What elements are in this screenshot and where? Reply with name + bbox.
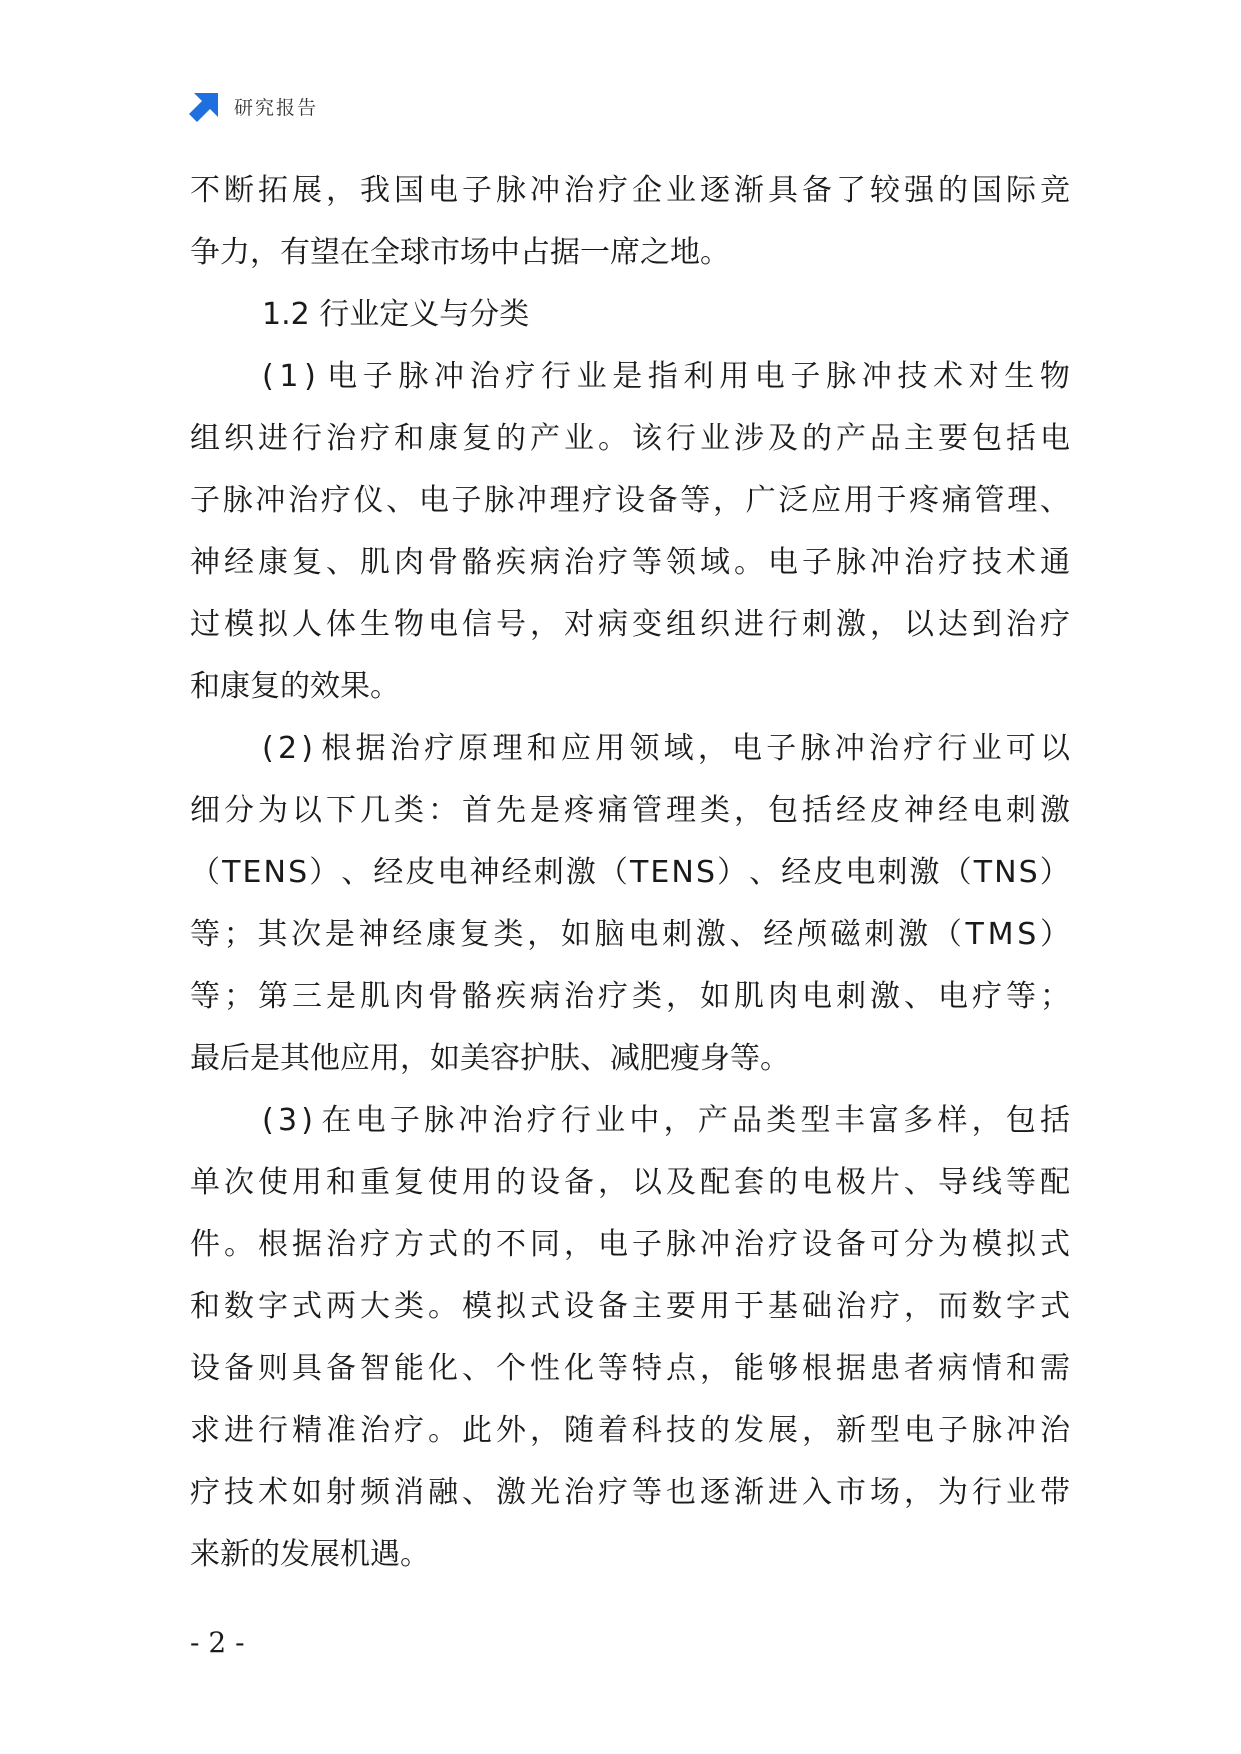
text-line: （ T E N S ） 、 经 皮 电 神 经 刺 激 （ T E N S ） 、 经 皮 电 刺 激 （ T N S ）	[190, 855, 1070, 890]
text-line: 求 进 行 精 准 治 疗 。 此 外 ， 随 着 科 技 的 发 展 ， 新 型 电 子 脉 冲 治	[190, 1413, 1070, 1448]
text-line: 神 经 康 复 、 肌 肉 骨 骼 疾 病 治 疗 等 领 域 。 电 子 脉 冲 治 疗 技 术 通	[190, 545, 1070, 580]
text-line: 细 分 为 以 下 几 类 ： 首 先 是 疼 痛 管 理 类 ， 包 括 经 皮 神 经 电 刺 激	[190, 793, 1070, 828]
text-line: 设 备 则 具 备 智 能 化 、 个 性 化 等 特 点 ， 能 够 根 据 患 者 病 情 和 需	[190, 1351, 1070, 1386]
text-line: ( 1 ) 电 子 脉 冲 治 疗 行 业 是 指 利 用 电 子 脉 冲 技 术 对 生 物	[262, 359, 1070, 394]
body-text	[190, 160, 1070, 1586]
text-line: 子 脉 冲 治 疗 仪 、 电 子 脉 冲 理 疗 设 备 等 ， 广 泛 应 用 于 疼 痛 管 理 、	[190, 483, 1070, 518]
text-line: 件 。 根 据 治 疗 方 式 的 不 同 ， 电 子 脉 冲 治 疗 设 备 可 分 为 模 拟 式	[190, 1227, 1070, 1262]
text-line: ( 3 ) 在 电 子 脉 冲 治 疗 行 业 中 ， 产 品 类 型 丰 富 多 样 ， 包 括	[262, 1103, 1070, 1138]
text-line: 过 模 拟 人 体 生 物 电 信 号 ， 对 病 变 组 织 进 行 刺 激 ， 以 达 到 治 疗	[190, 607, 1070, 642]
text-line: 不 断 拓 展 ， 我 国 电 子 脉 冲 治 疗 企 业 逐 渐 具 备 了 较 强 的 国 际 竞	[190, 173, 1070, 208]
arrow-up-right-icon	[188, 89, 222, 123]
text-line: 1.2 行业定义与分类	[262, 297, 530, 332]
header-title: 研究报告	[234, 96, 319, 119]
text-line: 组 织 进 行 治 疗 和 康 复 的 产 业 。 该 行 业 涉 及 的 产 品 主 要 包 括 电	[190, 421, 1070, 456]
text-line: 最后是其他应用，如美容护肤、减肥瘦身等。	[190, 1041, 790, 1076]
text-line: 单 次 使 用 和 重 复 使 用 的 设 备 ， 以 及 配 套 的 电 极 片 、 导 线 等 配	[190, 1165, 1070, 1200]
text-line: 和 数 字 式 两 大 类 。 模 拟 式 设 备 主 要 用 于 基 础 治 疗 ， 而 数 字 式	[190, 1289, 1070, 1324]
text-line: 等 ； 第 三 是 肌 肉 骨 骼 疾 病 治 疗 类 ， 如 肌 肉 电 刺 激 、 电 疗 等 ；	[190, 979, 1070, 1014]
text-line: 争力，有望在全球市场中占据一席之地。	[190, 235, 730, 270]
text-line: ( 2 ) 根 据 治 疗 原 理 和 应 用 领 域 ， 电 子 脉 冲 治 疗 行 业 可 以	[262, 731, 1070, 766]
text-line: 和康复的效果。	[190, 669, 400, 704]
text-line: 疗 技 术 如 射 频 消 融 、 激 光 治 疗 等 也 逐 渐 进 入 市 场 ， 为 行 业 带	[190, 1475, 1070, 1510]
report-header	[188, 86, 318, 126]
page-number: - 2 -	[190, 1626, 245, 1659]
text-line: 来新的发展机遇。	[190, 1537, 430, 1572]
text-line: 等 ； 其 次 是 神 经 康 复 类 ， 如 脑 电 刺 激 、 经 颅 磁 刺 激 （ T M S ）	[190, 917, 1070, 952]
